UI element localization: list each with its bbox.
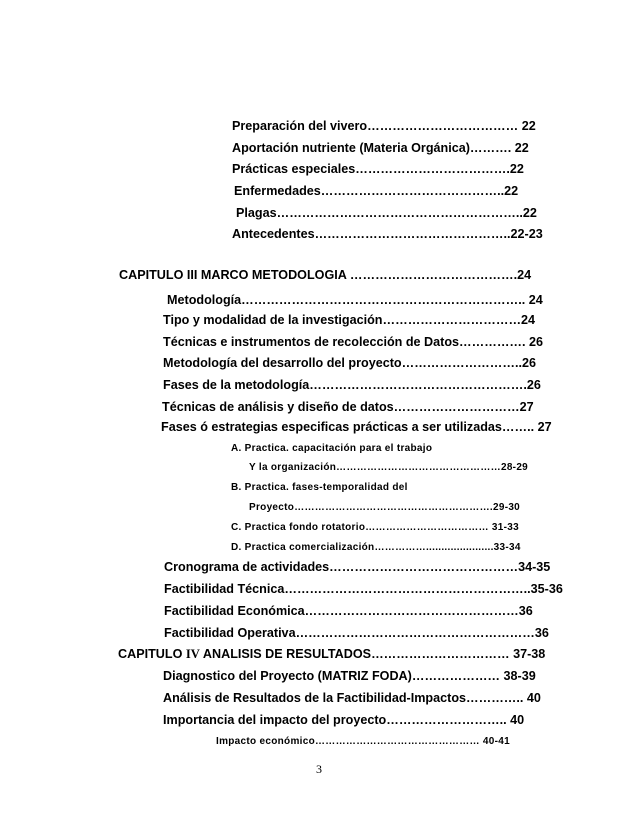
toc-entry-metodologia: Metodología………………………………………………………….. 24 <box>167 293 543 307</box>
toc-entry-importancia-impacto: Importancia del impacto del proyecto……………………….. 40 <box>163 713 525 727</box>
toc-chapter-4-roman: IV <box>185 647 200 661</box>
toc-entry-cronograma: Cronograma de actividades………………………………………34-35 <box>164 560 551 574</box>
toc-entry-analisis-resultados: Análisis de Resultados de la Factibilidad-Impactos………….. 40 <box>163 691 541 705</box>
toc-phase-c: C. Practica fondo rotatorio……………………………… 31-33 <box>231 522 519 533</box>
toc-entry-diagnostico: Diagnostico del Proyecto (MATRIZ FODA)………………… 38-39 <box>163 669 536 683</box>
toc-entry-factibilidad-operativa: Factibilidad Operativa…………………………………………………36 <box>164 626 549 640</box>
toc-entry-impacto-economico: Impacto económico………………………………………… 40-41 <box>216 736 510 747</box>
toc-chapter-4 <box>118 647 545 662</box>
toc-entry-tipo-modalidad: Tipo y modalidad de la investigación……………………………24 <box>163 313 536 327</box>
toc-entry-tecnicas-instrumentos: Técnicas e instrumentos de recolección de Datos……………. 26 <box>163 335 544 349</box>
toc-entry-enfermedades: Enfermedades……………………………………..22 <box>234 184 519 198</box>
page-number: 3 <box>316 762 322 776</box>
toc-phase-a-line1: A. Practica. capacitación para el trabajo <box>231 443 433 454</box>
toc-phase-d: D. Practica comercialización……………......................33-34 <box>231 542 521 553</box>
toc-entry-fases-metodologia: Fases de la metodología…………………………………………….26 <box>163 378 541 392</box>
toc-entry-tecnicas-analisis: Técnicas de análisis y diseño de datos…………………………27 <box>162 400 534 414</box>
toc-phase-a-line2: Y la organización…………………………………………28-29 <box>249 462 529 473</box>
toc-entry-antecedentes: Antecedentes………………………………………..22-23 <box>232 227 543 241</box>
toc-entry-factibilidad-economica: Factibilidad Económica……………………………………………36 <box>164 604 533 618</box>
toc-entry-aportacion-nutriente: Aportación nutriente (Materia Orgánica)………. 22 <box>232 141 529 155</box>
toc-entry-preparacion-vivero: Preparación del vivero……………………………… 22 <box>232 119 536 133</box>
toc-entry-practicas-especiales: Prácticas especiales……………………………….22 <box>232 162 524 176</box>
toc-entry-fases-estrategias: Fases ó estrategias especificas prácticas a ser utilizadas…….. 27 <box>161 420 552 434</box>
toc-chapter-4-prefix: CAPITULO <box>118 647 186 661</box>
toc-entry-factibilidad-tecnica: Factibilidad Técnica…………………………………………………..35-36 <box>164 582 563 596</box>
toc-chapter-3: CAPITULO III MARCO METODOLOGIA ………………………………….24 <box>119 268 532 282</box>
toc-entry-metodologia-desarrollo: Metodología del desarrollo del proyecto………………………..26 <box>163 356 536 370</box>
toc-entry-plagas: Plagas…………………………………………………..22 <box>236 206 537 220</box>
toc-phase-b-line2: Proyecto………………………………………………….29-30 <box>249 502 521 513</box>
toc-phase-b-line1: B. Practica. fases-temporalidad del <box>231 482 408 493</box>
toc-chapter-4-title: ANALISIS DE RESULTADOS…………………………… 37-38 <box>199 647 546 661</box>
